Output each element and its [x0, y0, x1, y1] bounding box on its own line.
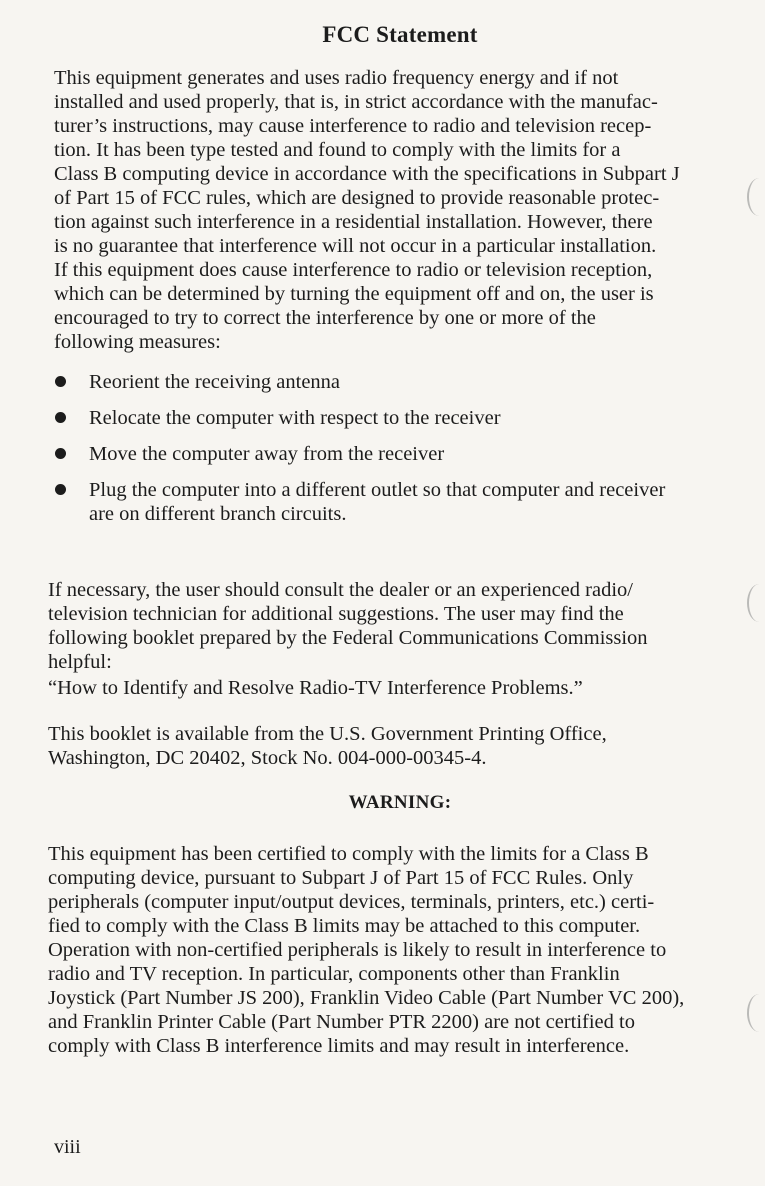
list-item [54, 442, 665, 466]
text-line: Class B computing device in accordance with the specifications in Subpart J [54, 163, 680, 185]
text-line: This equipment generates and uses radio frequency energy and if not [54, 67, 619, 89]
bullet-icon [55, 448, 66, 459]
consult-paragraph [48, 578, 648, 674]
text-line: comply with Class B interference limits and may result in interference. [48, 1035, 630, 1057]
availability-paragraph [48, 722, 607, 770]
binding-hole-mark [747, 584, 765, 622]
bullet-icon [55, 412, 66, 423]
text-line: helpful: [48, 651, 112, 673]
text-line: This booklet is available from the U.S. Government Printing Office, [48, 723, 607, 745]
warning-heading: WARNING: [348, 792, 452, 813]
text-line: installed and used properly, that is, in strict accordance with the manufac- [54, 91, 658, 113]
warning-paragraph [48, 842, 684, 1058]
page-number: viii [54, 1136, 81, 1158]
text-line: of Part 15 of FCC rules, which are designed to provide reasonable protec- [54, 187, 660, 209]
text-line: tion. It has been type tested and found to comply with the limits for a [54, 139, 621, 161]
list-item [54, 370, 665, 394]
text-line: fied to comply with the Class B limits may be attached to this computer. [48, 915, 641, 937]
text-line: radio and TV reception. In particular, components other than Franklin [48, 963, 620, 985]
text-line: tion against such interference in a residential installation. However, there [54, 211, 653, 233]
text-line: This equipment has been certified to comply with the limits for a Class B [48, 843, 649, 865]
list-item-text: Move the computer away from the receiver [89, 443, 445, 465]
list-item-text: are on different branch circuits. [89, 503, 347, 525]
intro-paragraph [54, 66, 680, 354]
list-item [54, 478, 665, 526]
text-line: and Franklin Printer Cable (Part Number PTR 2200) are not certified to [48, 1011, 635, 1033]
text-line: peripherals (computer input/output devices, terminals, printers, etc.) certi- [48, 891, 655, 913]
list-item-text: Relocate the computer with respect to the receiver [89, 407, 501, 429]
binding-hole-mark [747, 994, 765, 1032]
list-item-text: Plug the computer into a different outlet so that computer and receiver [89, 479, 666, 501]
text-line: turer’s instructions, may cause interference to radio and television recep- [54, 115, 652, 137]
bullet-icon [55, 484, 66, 495]
text-line: computing device, pursuant to Subpart J of Part 15 of FCC Rules. Only [48, 867, 634, 889]
measures-list [54, 370, 665, 526]
text-line: If necessary, the user should consult the dealer or an experienced radio/ [48, 579, 633, 601]
text-line: Washington, DC 20402, Stock No. 004-000-00345-4. [48, 747, 487, 769]
text-line: following booklet prepared by the Federal Communications Commission [48, 627, 648, 649]
list-item [54, 406, 665, 430]
text-line: If this equipment does cause interference to radio or television reception, [54, 259, 653, 281]
text-line: following measures: [54, 331, 221, 353]
booklet-title: “How to Identify and Resolve Radio-TV Interference Problems.” [48, 677, 583, 699]
text-line: Joystick (Part Number JS 200), Franklin Video Cable (Part Number VC 200), [48, 987, 685, 1009]
text-line: is no guarantee that interference will not occur in a particular installation. [54, 235, 657, 257]
list-item-text: Reorient the receiving antenna [89, 371, 341, 393]
text-line: which can be determined by turning the equipment off and on, the user is [54, 283, 654, 305]
binding-hole-mark [747, 178, 765, 216]
bullet-icon [55, 376, 66, 387]
text-line: Operation with non-certified peripherals is likely to result in interference to [48, 939, 667, 961]
text-line: encouraged to try to correct the interference by one or more of the [54, 307, 596, 329]
page-title: FCC Statement [322, 22, 478, 47]
text-line: television technician for additional suggestions. The user may find the [48, 603, 624, 625]
